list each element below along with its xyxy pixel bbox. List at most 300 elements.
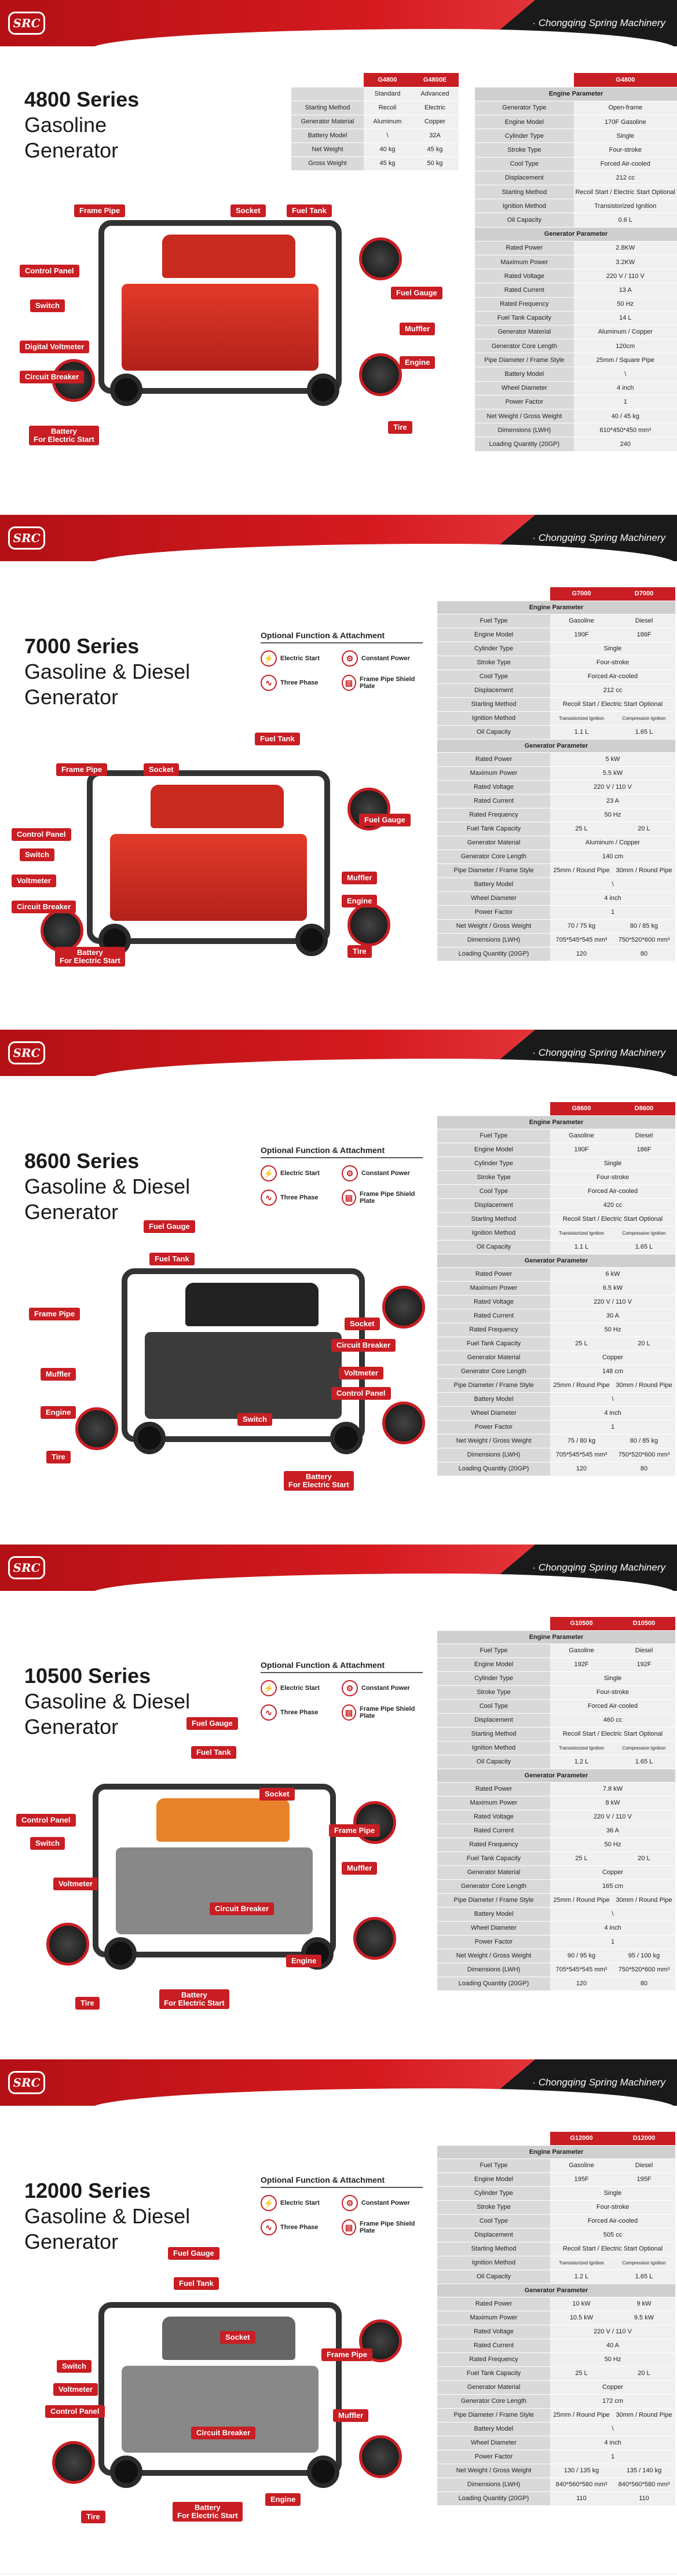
spec-value: 1	[550, 2450, 675, 2464]
spec-value: Recoil Start / Electric Start Optional	[550, 2242, 675, 2256]
spec-label: Engine Model	[437, 2172, 550, 2186]
series-section	[0, 0, 677, 515]
spec-label: Generator Material	[437, 1351, 550, 1364]
spec-value: 1.1 L	[550, 725, 613, 739]
series-title	[24, 1663, 190, 1740]
table-header: D10500	[613, 1617, 675, 1630]
spec-label: Loading Quantity (20GP)	[437, 947, 550, 961]
spec-value: Transistorized Ignition	[550, 2256, 613, 2270]
title-line: Generator	[24, 138, 119, 162]
spec-label: Ignition Method	[437, 1741, 550, 1755]
spec-value: 30mm / Round Pipe	[613, 1893, 675, 1907]
spec-label: Rated Current	[475, 283, 574, 297]
wheel	[110, 2456, 142, 2488]
spec-value: Forced Air-cooled	[574, 157, 677, 171]
spec-label: Ignition Method	[437, 711, 550, 725]
spec-label: Maximum Power	[475, 255, 574, 269]
spec-label: Rated Frequency	[475, 297, 574, 311]
spec-value: Transistorized Ignition	[550, 1226, 613, 1240]
detail-zoom	[41, 909, 83, 952]
part-label: Fuel Tank	[191, 1746, 236, 1759]
series-title	[24, 1148, 190, 1225]
spec-value: 110	[613, 2491, 675, 2505]
brand-name: · Chongqing Spring Machinery	[532, 532, 665, 543]
spec-value: 80 / 85 kg	[613, 1434, 675, 1448]
lightning-icon: ⚡	[261, 2195, 277, 2211]
wheel	[295, 924, 328, 956]
optional-label: Constant Power	[361, 1685, 410, 1692]
optional-label: Constant Power	[361, 2200, 410, 2207]
optional-title: Optional Function & Attachment	[261, 2175, 423, 2188]
brand-name: · Chongqing Spring Machinery	[532, 2077, 665, 2088]
spec-label: Pipe Diameter / Frame Style	[475, 353, 574, 367]
optional-label: Frame Pipe Shield Plate	[359, 676, 415, 690]
part-label: Frame Pipe	[329, 1824, 380, 1837]
spec-value: Aluminum / Copper	[550, 836, 675, 850]
spec-value: 2.8KW	[574, 241, 677, 255]
title-line: Generator	[24, 2230, 119, 2253]
spec-label: Loading Quantity (20GP)	[437, 1977, 550, 1990]
optional-functions	[261, 631, 423, 691]
spec-label: Net Weight / Gross Weight	[437, 2464, 550, 2478]
spec-label: Battery Model	[437, 877, 550, 891]
spec-value: 5.5 kW	[550, 766, 675, 780]
spec-value: 240	[574, 437, 677, 451]
power-icon: ⚙	[342, 650, 358, 667]
spec-value: 1.2 L	[550, 2270, 613, 2284]
spec-value: 30 A	[550, 1309, 675, 1323]
spec-value: Gasoline	[550, 614, 613, 628]
optional-label: Frame Pipe Shield Plate	[359, 1191, 415, 1205]
spec-value: 186F	[613, 628, 675, 642]
table-cell: Gross Weight	[291, 156, 364, 170]
spec-label: Rated Frequency	[437, 808, 550, 822]
spec-label: Fuel Tank Capacity	[437, 822, 550, 836]
title-line: 4800 Series	[24, 87, 140, 111]
spec-label: Battery Model	[475, 367, 574, 381]
series-section	[0, 1545, 677, 2059]
spec-label: Cool Type	[437, 1184, 550, 1198]
spec-label: Starting Method	[437, 1727, 550, 1741]
table-section-header: Generator Parameter	[437, 1769, 675, 1782]
spec-label: Rated Voltage	[437, 1295, 550, 1309]
spec-label: Oil Capacity	[437, 725, 550, 739]
power-icon: ⚙	[342, 1165, 358, 1181]
spec-label: Maximum Power	[437, 1796, 550, 1810]
part-label: Frame Pipe	[74, 204, 125, 217]
shield-plate-icon: ▤	[342, 1190, 356, 1206]
spec-value: 3.2KW	[574, 255, 677, 269]
part-label: Fuel Tank	[255, 733, 300, 745]
part-label: Switch	[30, 299, 65, 312]
spec-value: 212 cc	[550, 683, 675, 697]
spec-value: 70 / 75 kg	[550, 919, 613, 933]
fuel-tank	[162, 235, 295, 278]
spec-value: Copper	[550, 2380, 675, 2394]
company-logo: SRC	[8, 1041, 45, 1064]
part-label: Engine	[286, 1955, 321, 1967]
part-label: Circuit Breaker	[331, 1339, 396, 1352]
spec-value: 220 V / 110 V	[574, 269, 677, 283]
detail-zoom	[347, 903, 390, 946]
spec-label: Cylinder Type	[437, 2186, 550, 2200]
spec-label: Generator Core Length	[475, 339, 574, 353]
spec-value: Forced Air-cooled	[550, 1699, 675, 1713]
table-header: G8600	[550, 1102, 613, 1115]
optional-title: Optional Function & Attachment	[261, 1146, 423, 1158]
company-logo: SRC	[8, 12, 45, 35]
part-label: Tire	[81, 2511, 105, 2523]
title-line: 7000 Series	[24, 634, 140, 658]
part-label: Battery For Electric Start	[55, 947, 125, 967]
spec-label: Power Factor	[475, 395, 574, 409]
part-label: Battery For Electric Start	[173, 2502, 243, 2522]
lightning-icon: ⚡	[261, 1680, 277, 1696]
optional-label: Three Phase	[280, 1709, 319, 1716]
spec-value: 50 Hz	[550, 1838, 675, 1851]
power-icon: ⚙	[342, 1680, 358, 1696]
part-label: Tire	[347, 945, 372, 958]
spec-label: Rated Power	[437, 2297, 550, 2311]
spec-label: Displacement	[437, 2228, 550, 2242]
spec-label: Starting Method	[475, 185, 574, 199]
table-cell	[291, 87, 364, 101]
table-section-header: Generator Parameter	[437, 2284, 675, 2297]
spec-value: Diesel	[613, 614, 675, 628]
spec-value: 750*520*600 mm³	[613, 1448, 675, 1462]
spec-label: Maximum Power	[437, 766, 550, 780]
detail-zoom	[359, 2435, 402, 2478]
spec-label: Rated Power	[475, 241, 574, 255]
optional-item	[261, 1190, 342, 1206]
fuel-tank	[185, 1283, 319, 1326]
table-header	[437, 1617, 550, 1630]
title-line: Generator	[24, 1715, 119, 1739]
table-header: G7000	[550, 587, 613, 601]
spec-label: Loading Quantity (20GP)	[475, 437, 574, 451]
spec-label: Cylinder Type	[475, 129, 574, 143]
part-label: Circuit Breaker	[12, 901, 76, 913]
optional-title: Optional Function & Attachment	[261, 1660, 423, 1673]
spec-label: Battery Model	[437, 2422, 550, 2436]
spec-label: Wheel Diameter	[437, 1406, 550, 1420]
spec-label: Engine Model	[437, 1657, 550, 1671]
table-cell: Copper	[411, 115, 459, 129]
spec-label: Ignition Method	[437, 1226, 550, 1240]
spec-label: Oil Capacity	[437, 1240, 550, 1254]
series-title	[24, 634, 190, 710]
part-label: Battery For Electric Start	[159, 1989, 229, 2009]
shield-plate-icon: ▤	[342, 675, 356, 691]
spec-value: 192F	[550, 1657, 613, 1671]
spec-value: 6 kW	[550, 1267, 675, 1281]
brand-name: · Chongqing Spring Machinery	[532, 17, 665, 28]
optional-label: Three Phase	[280, 2224, 319, 2231]
fuel-tank	[151, 785, 284, 828]
spec-value: 1	[550, 1420, 675, 1434]
spec-label: Rated Current	[437, 1824, 550, 1838]
spec-value: 25 L	[550, 822, 613, 836]
spec-label: Stroke Type	[437, 1685, 550, 1699]
spec-value: 148 cm	[550, 1364, 675, 1378]
spec-value: 120	[550, 947, 613, 961]
part-label: Fuel Tank	[174, 2277, 219, 2290]
spec-value: 9.5 kW	[613, 2311, 675, 2325]
spec-value: 80	[613, 1462, 675, 1476]
spec-value: 50 Hz	[574, 297, 677, 311]
spec-value: 120	[550, 1462, 613, 1476]
part-label: Engine	[400, 356, 435, 369]
optional-grid	[261, 1680, 423, 1721]
title-line: Gasoline & Diesel	[24, 1689, 191, 1713]
spec-value: 13 A	[574, 283, 677, 297]
detail-zoom	[359, 353, 402, 396]
spec-label: Fuel Type	[437, 1644, 550, 1657]
spec-value: 1.2 L	[550, 1755, 613, 1769]
table-cell: \	[364, 129, 411, 142]
spec-value: 20 L	[613, 822, 675, 836]
spec-label: Starting Method	[437, 1212, 550, 1226]
detail-zoom	[382, 1286, 425, 1329]
spec-label: Engine Model	[475, 115, 574, 129]
engine-block	[116, 1847, 313, 1934]
part-label: Digital Voltmeter	[20, 341, 89, 353]
optional-functions	[261, 2175, 423, 2235]
table-section-header: Engine Parameter	[437, 1630, 675, 1644]
detail-zoom	[382, 1402, 425, 1444]
part-label: Muffler	[400, 323, 435, 335]
optional-label: Three Phase	[280, 1194, 319, 1201]
table-header	[475, 73, 574, 87]
spec-value: Transistorized Ignition	[550, 1741, 613, 1755]
spec-label: Net Weight / Gross Weight	[475, 409, 574, 423]
part-label: Muffler	[342, 872, 377, 884]
spec-value: 10.5 kW	[550, 2311, 613, 2325]
spec-label: Rated Frequency	[437, 1838, 550, 1851]
spec-label: Rated Current	[437, 2339, 550, 2352]
spec-label: Cool Type	[437, 1699, 550, 1713]
spec-label: Displacement	[437, 1713, 550, 1727]
table-header: D8600	[613, 1102, 675, 1115]
optional-item	[261, 1680, 342, 1696]
spec-value: 705*545*545 mm³	[550, 1963, 613, 1977]
spec-value: 1.1 L	[550, 1240, 613, 1254]
table-section-header: Engine Parameter	[437, 601, 675, 614]
optional-label: Frame Pipe Shield Plate	[359, 1706, 415, 1719]
spec-label: Pipe Diameter / Frame Style	[437, 1893, 550, 1907]
title-line: Gasoline & Diesel	[24, 660, 191, 683]
title-line: Gasoline & Diesel	[24, 2204, 191, 2228]
spec-value: 840*560*580 mm³	[613, 2478, 675, 2491]
table-cell: 45 kg	[364, 156, 411, 170]
optional-title: Optional Function & Attachment	[261, 631, 423, 643]
optional-item	[342, 675, 423, 691]
part-label: Voltmeter	[53, 1878, 98, 1890]
engine-block	[110, 834, 307, 921]
spec-label: Generator Material	[475, 325, 574, 339]
spec-value: \	[550, 1907, 675, 1921]
spec-value: 80 / 85 kg	[613, 919, 675, 933]
spec-label: Fuel Type	[437, 614, 550, 628]
part-label: Voltmeter	[53, 2383, 98, 2396]
spec-label: Rated Power	[437, 752, 550, 766]
optional-grid	[261, 1165, 423, 1206]
spec-value: 4 inch	[550, 891, 675, 905]
part-label: Frame Pipe	[29, 1308, 80, 1320]
spec-label: Oil Capacity	[437, 2270, 550, 2284]
spec-value: 192F	[613, 1657, 675, 1671]
spec-value: Compression Ignition	[613, 1741, 675, 1755]
spec-value: Four-stroke	[574, 143, 677, 157]
spec-value: 80	[613, 947, 675, 961]
spec-label: Rated Frequency	[437, 2352, 550, 2366]
spec-label: Rated Current	[437, 794, 550, 808]
spec-label: Displacement	[437, 1198, 550, 1212]
spec-value: 705*545*545 mm³	[550, 1448, 613, 1462]
spec-value: 220 V / 110 V	[550, 780, 675, 794]
series-section	[0, 515, 677, 1030]
part-label: Switch	[237, 1413, 272, 1426]
power-icon: ⚙	[342, 2195, 358, 2211]
spec-value: Transistorized Ignition	[550, 711, 613, 725]
spec-label: Oil Capacity	[437, 1755, 550, 1769]
detail-zoom	[46, 1923, 89, 1966]
optional-label: Three Phase	[280, 679, 319, 686]
spec-label: Dimensions (LWH)	[437, 1448, 550, 1462]
optional-label: Constant Power	[361, 1170, 410, 1177]
spec-value: 4 inch	[550, 1406, 675, 1420]
spec-label: Starting Method	[437, 2242, 550, 2256]
spec-label: Stroke Type	[475, 143, 574, 157]
spec-value: 75 / 80 kg	[550, 1434, 613, 1448]
shield-plate-icon: ▤	[342, 2219, 356, 2235]
spec-value: 120	[550, 1977, 613, 1990]
spec-value: 25mm / Square Pipe	[574, 353, 677, 367]
spec-label: Dimensions (LWH)	[437, 1963, 550, 1977]
spec-label: Rated Voltage	[437, 780, 550, 794]
optional-label: Constant Power	[361, 655, 410, 662]
engine-block	[145, 1332, 342, 1419]
spec-value: 0.6 L	[574, 213, 677, 227]
spec-value: 4 inch	[574, 381, 677, 395]
spec-label: Generator Core Length	[437, 2394, 550, 2408]
spec-value: Diesel	[613, 1644, 675, 1657]
spec-label: Starting Method	[437, 697, 550, 711]
optional-item	[261, 2195, 342, 2211]
spec-value: 220 V / 110 V	[550, 2325, 675, 2339]
spec-label: Rated Frequency	[437, 1323, 550, 1337]
spec-value: Single	[574, 129, 677, 143]
table-header: G12000	[550, 2132, 613, 2145]
spec-label: Maximum Power	[437, 2311, 550, 2325]
spec-label: Loading Quantity (20GP)	[437, 2491, 550, 2505]
table-header	[437, 587, 550, 601]
spec-label: Dimensions (LWH)	[437, 2478, 550, 2491]
spec-label: Wheel Diameter	[475, 381, 574, 395]
spec-value: Recoil Start / Electric Start Optional	[550, 1727, 675, 1741]
spec-label: Displacement	[475, 171, 574, 185]
spec-value: 750*520*600 mm³	[613, 933, 675, 947]
spec-value: Four-stroke	[550, 2200, 675, 2214]
spec-value: Recoil Start / Electric Start Optional	[574, 185, 677, 199]
spec-value: 50 Hz	[550, 1323, 675, 1337]
table-cell: Electric	[411, 101, 459, 115]
spec-value: 25mm / Round Pipe	[550, 2408, 613, 2422]
spec-value: 420 cc	[550, 1198, 675, 1212]
spec-value: 195F	[613, 2172, 675, 2186]
table-header	[291, 73, 364, 87]
spec-value: 135 / 140 kg	[613, 2464, 675, 2478]
title-line: Gasoline & Diesel	[24, 1174, 191, 1198]
spec-value: Four-stroke	[550, 656, 675, 669]
part-label: Fuel Tank	[149, 1253, 195, 1265]
table-cell: 50 kg	[411, 156, 459, 170]
table-header: G4800	[364, 73, 411, 87]
spec-value: 220 V / 110 V	[550, 1295, 675, 1309]
spec-label: Cool Type	[437, 669, 550, 683]
spec-table	[437, 2132, 675, 2506]
spec-value: 750*520*600 mm³	[613, 1963, 675, 1977]
optional-grid	[261, 650, 423, 691]
spec-value: Single	[550, 1671, 675, 1685]
spec-table	[437, 1102, 675, 1476]
spec-value: Transistorized Ignition	[574, 199, 677, 213]
spec-value: 130 / 135 kg	[550, 2464, 613, 2478]
spec-value: Single	[550, 642, 675, 656]
spec-label: Stroke Type	[437, 2200, 550, 2214]
spec-label: Stroke Type	[437, 656, 550, 669]
optional-item	[342, 2195, 423, 2211]
spec-label: Maximum Power	[437, 1281, 550, 1295]
spec-value: 1.65 L	[613, 1240, 675, 1254]
spec-label: Stroke Type	[437, 1170, 550, 1184]
wheel	[307, 374, 339, 406]
shield-plate-icon: ▤	[342, 1704, 356, 1721]
optional-label: Electric Start	[280, 655, 320, 662]
optional-functions	[261, 1660, 423, 1721]
spec-label: Cool Type	[475, 157, 574, 171]
spec-value: Four-stroke	[550, 1685, 675, 1699]
spec-label: Fuel Type	[437, 1129, 550, 1143]
part-label: Fuel Tank	[287, 204, 332, 217]
spec-value: 505 cc	[550, 2228, 675, 2242]
spec-label: Loading Quantity (20GP)	[437, 1462, 550, 1476]
series-title	[24, 2178, 190, 2255]
spec-value: 840*560*580 mm³	[550, 2478, 613, 2491]
spec-value: 80	[613, 1977, 675, 1990]
spec-value: Gasoline	[550, 2158, 613, 2172]
spec-value: 705*545*545 mm³	[550, 933, 613, 947]
spec-label: Power Factor	[437, 1935, 550, 1949]
table-cell: Aluminum	[364, 115, 411, 129]
spec-value: 610*450*450 mm³	[574, 423, 677, 437]
spec-value: 220 V / 110 V	[550, 1810, 675, 1824]
table-header: D12000	[613, 2132, 675, 2145]
spec-label: Ignition Method	[475, 199, 574, 213]
part-label: Battery For Electric Start	[29, 426, 99, 445]
spec-value: 30mm / Round Pipe	[613, 863, 675, 877]
spec-value: 1	[550, 1935, 675, 1949]
spec-value: Forced Air-cooled	[550, 669, 675, 683]
spec-value: 25 L	[550, 1337, 613, 1351]
spec-value: 6.5 kW	[550, 1281, 675, 1295]
spec-value: 172 cm	[550, 2394, 675, 2408]
engine-block	[122, 284, 319, 371]
part-label: Muffler	[342, 1862, 377, 1875]
spec-label: Generator Material	[437, 2380, 550, 2394]
spec-value: \	[574, 367, 677, 381]
spec-label: Generator Core Length	[437, 850, 550, 863]
